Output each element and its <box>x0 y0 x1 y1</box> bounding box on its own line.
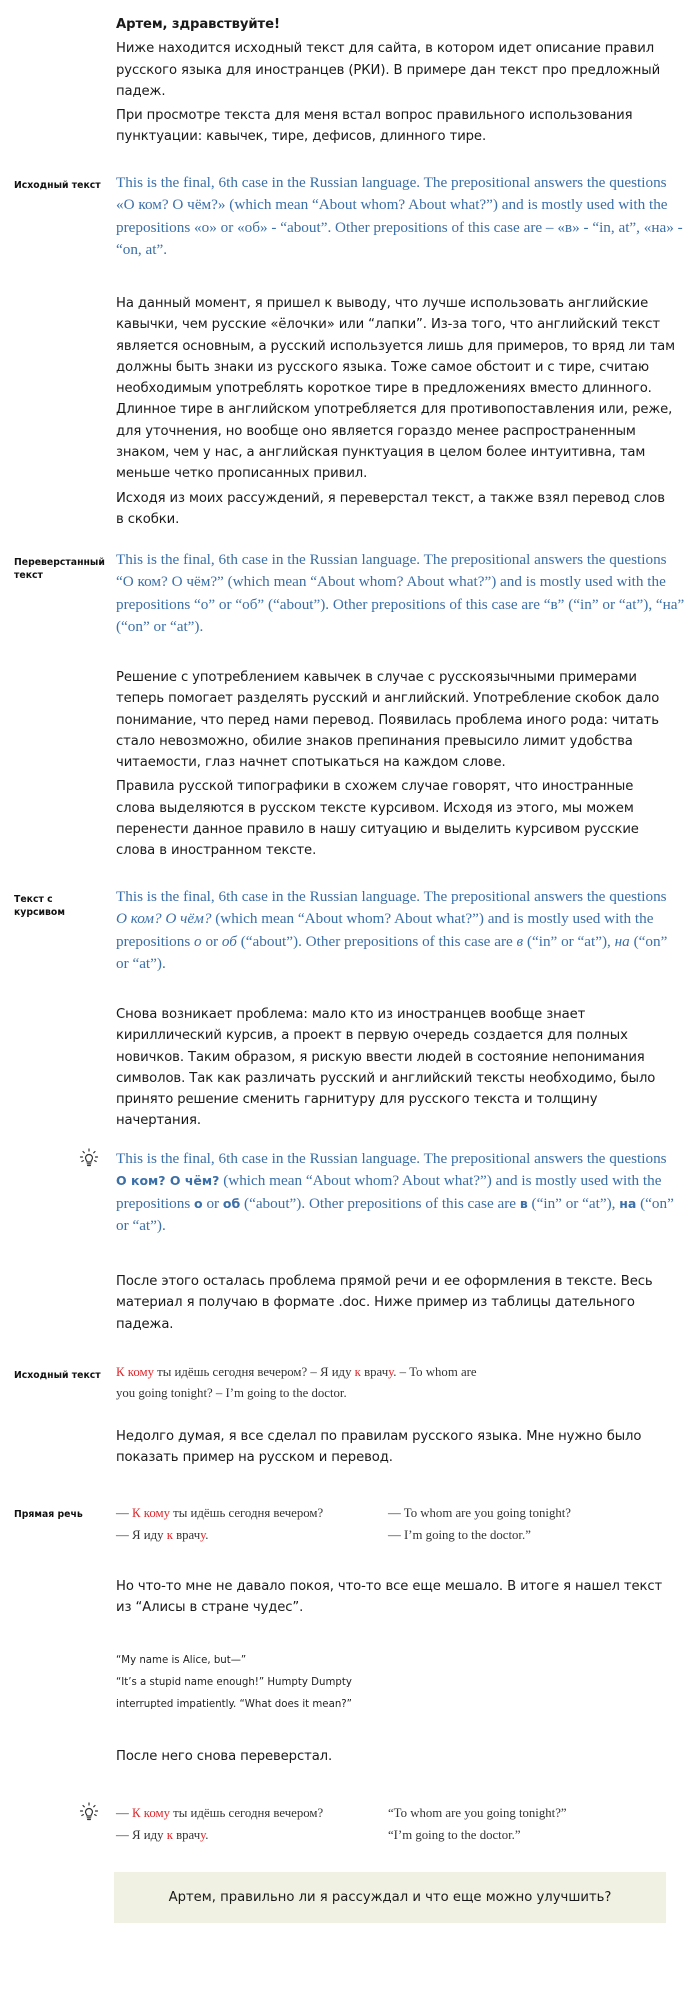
english-line: “To whom are you going tonight?” <box>388 1806 567 1820</box>
text-fragment: . <box>205 1528 209 1542</box>
dialog-row <box>116 1802 676 1824</box>
reformatted-again-paragraph: После него снова переверстал. <box>116 1749 333 1764</box>
reasoning-paragraph-2: Исходя из моих рассуждений, я переверстал текст, а также взял перевод слов в скобки. <box>116 490 665 527</box>
russian-italic: об <box>221 932 237 950</box>
example-label-source-2: Исходный текст <box>14 1370 101 1381</box>
dialog-row <box>116 1524 676 1546</box>
lightbulb-icon <box>78 1801 100 1825</box>
direct-speech-problem-section <box>116 1271 676 1338</box>
text-fragment: врач <box>172 1828 201 1842</box>
text-fragment: — <box>116 1806 132 1820</box>
highlight-red: кому <box>143 1806 170 1820</box>
alice-intro-section <box>116 1576 676 1622</box>
text-fragment: or <box>202 1194 223 1212</box>
solution-paragraph-1: Решение с употреблением кавычек в случае с русскоязычными примерами теперь помогает разделять русский и английский. Употребление скобок дало понимание, что перед нами перевод. Появилась проблема иного рода: читать стало невозможно, обилие знаков препинания превысило лимит удобства читаемости, глаз начнет спотыкаться на каждом слове. <box>116 670 660 771</box>
highlight-red: к <box>166 1828 173 1842</box>
text-fragment: (“on” or “at”). <box>116 1194 674 1235</box>
highlight-red: у <box>388 1365 394 1379</box>
russian-italic: на <box>614 932 630 950</box>
font-change-section <box>116 1004 676 1135</box>
lightbulb-icon <box>78 1147 100 1171</box>
question-callout <box>114 1872 666 1923</box>
direct-speech-paragraph: После этого осталась проблема прямой речи и ее оформления в тексте. Весь материал я получаю в формате .doc. Ниже пример из таблицы дательного падежа. <box>116 1274 653 1332</box>
text-fragment: (“about”). Other prepositions of this case are <box>240 1194 520 1212</box>
highlight-red: у <box>200 1528 206 1542</box>
english-line: — To whom are you going tonight? <box>388 1506 571 1520</box>
highlight-red: к <box>354 1365 361 1379</box>
text-fragment: — Я иду <box>116 1828 167 1842</box>
text-fragment: врач <box>172 1528 201 1542</box>
quote-line: interrupted impatiently. “What does it mean?” <box>116 1699 352 1710</box>
russian-bold: О ком? О чём? <box>116 1173 220 1189</box>
russian-italic: в <box>516 932 524 950</box>
highlight-red: кому <box>127 1365 154 1379</box>
callout-text: Артем, правильно ли я рассуждал и что еще можно улучшить? <box>168 1890 612 1905</box>
example-label-reformatted: Переверстанный текст <box>14 557 105 581</box>
solution-section <box>116 667 676 865</box>
russian-italic: о <box>194 932 202 950</box>
final-dialog-table <box>116 1802 676 1846</box>
english-line: — I’m going to the doctor.” <box>388 1528 531 1542</box>
example-label-italic: Текст с курсивом <box>14 894 65 918</box>
text-fragment: . <box>205 1828 209 1842</box>
russian-bold: об <box>222 1195 241 1211</box>
highlight-red: у <box>200 1828 206 1842</box>
example-dative-source <box>116 1362 486 1404</box>
dialog-row <box>116 1824 676 1846</box>
text-fragment: (“in” or “at”), <box>523 932 615 950</box>
russian-line <box>116 1502 388 1524</box>
reasoning-section <box>116 293 676 533</box>
russian-italic: О ком? О чём? <box>116 910 212 928</box>
highlight-red: кому <box>143 1506 170 1520</box>
text-fragment: — <box>116 1506 132 1520</box>
font-change-paragraph: Снова возникает проблема: мало кто из иностранцев вообще знает кириллический курсив, а проект в первую очередь создается для полных новичков. Таким образом, я рискую ввести людей в состояние непонимания символов. Так как различать русский и английский тексты необходимо, было принято решение сменить гарнитуру для русского текста и толщину начертания. <box>116 1007 656 1129</box>
intro-paragraph-2: При просмотре текста для меня встал вопрос правильного использования пунктуации: кавычек, тире, дефисов, длинного тире. <box>116 108 633 145</box>
example-italic-text <box>116 886 676 976</box>
intro-section <box>116 14 676 151</box>
russian-bold: о <box>194 1195 203 1211</box>
intro-paragraph-1: Ниже находится исходный текст для сайта, в котором идет описание правил русского языка для иностранцев (РКИ). В примере дан текст про предложный падеж. <box>116 41 661 99</box>
text-fragment: (“on” or “at”). <box>116 932 668 973</box>
text-fragment: врач <box>360 1365 389 1379</box>
text-fragment: or <box>201 932 222 950</box>
text-fragment: (which mean “About whom? About what?”) and is mostly used with the prepositions <box>116 1172 662 1212</box>
example-label-direct-speech: Прямая речь <box>14 1509 83 1520</box>
text-fragment: This is the final, 6th case in the Russian language. The prepositional answers the questions <box>116 1150 667 1167</box>
russian-bold: в <box>519 1195 528 1211</box>
russian-line <box>116 1824 388 1846</box>
english-line: “I’m going to the doctor.” <box>388 1828 521 1842</box>
quote-line: “My name is Alice, but—” <box>116 1655 247 1666</box>
text-fragment: — Я иду <box>116 1528 167 1542</box>
greeting: Артем, здравствуйте! <box>116 17 280 32</box>
highlight-red: К <box>132 1506 141 1520</box>
text-fragment: ты идёшь сегодня вечером? – Я иду <box>153 1365 355 1379</box>
text-fragment: . – To whom are you going tonight? – I’m going to the doctor. <box>116 1365 477 1400</box>
russian-line <box>116 1524 388 1546</box>
text-fragment: ты идёшь сегодня вечером? <box>169 1506 324 1520</box>
text-fragment: (“in” or “at”), <box>527 1194 620 1212</box>
solution-paragraph-2: Правила русской типографики в схожем случае говорят, что иностранные слова выделяются в русском тексте курсивом. Исходя из этого, мы можем перенести данное правило в нашу ситуацию и выделить курсивом русские слова в иностранном тексте. <box>116 779 639 859</box>
text-fragment: (“about”). Other prepositions of this case are <box>236 932 517 950</box>
example-bold-text <box>116 1148 676 1238</box>
reformatted-again-section <box>116 1746 676 1770</box>
rules-paragraph: Недолго думая, я все сделал по правилам русского языка. Мне нужно было показать пример на русском и перевод. <box>116 1429 642 1466</box>
example-source-text: This is the final, 6th case in the Russian language. The prepositional answers the questions «О ком? О чём?» (which mean “About whom? About what?”) and is mostly used with the prepositions «о» or «об» - “about”. Other prepositions of this case are – «в» - “in, at”, «на» - “on, at”. <box>116 174 683 259</box>
text-fragment: ты идёшь сегодня вечером? <box>169 1806 324 1820</box>
example-label-source: Исходный текст <box>14 180 101 191</box>
direct-speech-table <box>116 1502 676 1546</box>
alice-intro-paragraph: Но что-то мне не давало покоя, что-то все еще мешало. В итоге я нашел текст из “Алисы в стране чудес”. <box>116 1579 663 1616</box>
russian-line <box>116 1802 388 1824</box>
quote-line: “It’s a stupid name enough!” Humpty Dumpty <box>116 1677 352 1688</box>
dialog-row <box>116 1502 676 1524</box>
russian-bold: на <box>619 1195 637 1211</box>
alice-quote <box>116 1650 516 1716</box>
highlight-red: К <box>116 1365 125 1379</box>
rules-section <box>116 1426 676 1472</box>
example-reformatted-text: This is the final, 6th case in the Russian language. The prepositional answers the questions “О ком? О чём?” (which mean “About whom? About what?”) and is mostly used with the prepositions “о” or “об” (“about”). Other prepositions of this case are “в” (“in” or “at”), “на” (“on” or “at”). <box>116 551 685 636</box>
text-fragment: This is the final, 6th case in the Russian language. The prepositional answers the questions <box>116 888 667 905</box>
highlight-red: к <box>166 1528 173 1542</box>
text-fragment: (which mean “About whom? About what?”) and is mostly used with the prepositions <box>116 910 654 950</box>
highlight-red: К <box>132 1806 141 1820</box>
reasoning-paragraph-1: На данный момент, я пришел к выводу, что лучше использовать английские кавычки, чем русские «ёлочки» или “лапки”. Из-за того, что английский текст является основным, а русский используется лишь для примеров, то вряд ли там должны быть знаки из русского языка. Тоже самое обстоит и с тире, считаю необходимым употреблять короткое тире в предложениях вместо длинного. Длинное тире в английском употребляется для противопоставления или, реже, для уточнения, но вообще оно является гораздо менее распространенным знаком, чем у нас, а английская пунктуация в целом более интуитивна, там меньше четко прописанных привил. <box>116 296 675 482</box>
